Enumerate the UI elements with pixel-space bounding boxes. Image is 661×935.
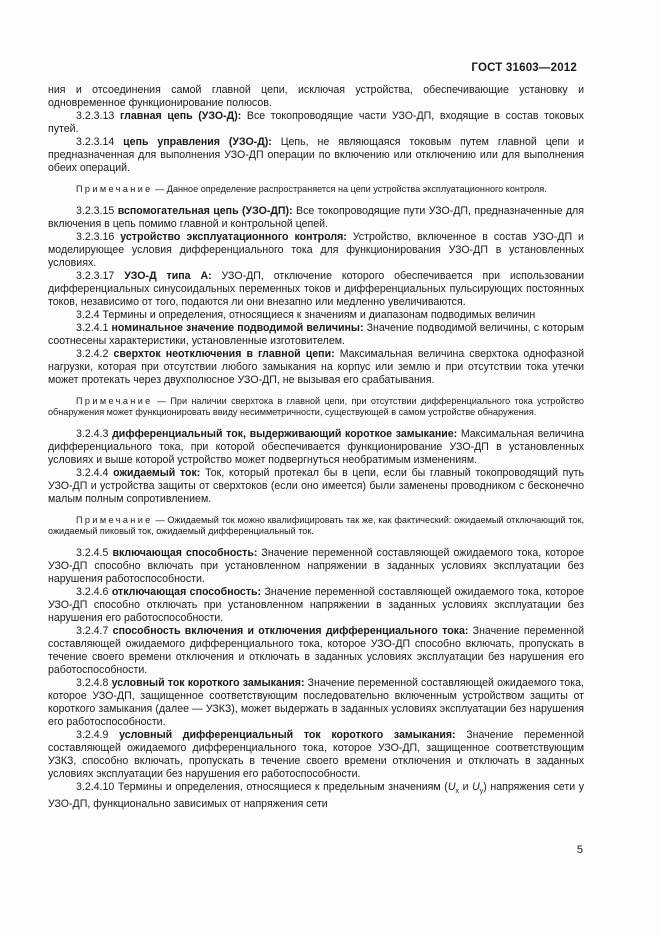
clause-number: 3.2.4.9: [76, 728, 109, 741]
term: цепь управления (УЗО-Д):: [123, 136, 272, 148]
clause-number: 3.2.3.17: [76, 269, 115, 282]
definition-3.2.3.14: [48, 136, 584, 175]
page-number: 5: [576, 844, 583, 856]
definition-3.2.4.3: [48, 428, 584, 467]
standard-header: ГОСТ 31603—2012: [471, 62, 577, 74]
definition-text: Значение переменной составляющей ожидаемого тока, которое УЗО-ДП способно включать при установленном напряжении в заданных условиях эксплуатации без нарушения работоспособности.: [48, 546, 584, 585]
uy-symbol: U: [472, 780, 480, 793]
term: условный ток короткого замыкания:: [111, 676, 305, 689]
document-body: [48, 84, 584, 811]
definition-text: Все токопроводящие части УЗО-ДП, входящие в состав токовых путей.: [48, 110, 584, 135]
definition-text: Значение переменной составляющей ожидаемого тока, которое УЗО-ДП способно отключать при установленном напряжении в заданных условиях эксплуатации без нарушения его работоспособности.: [48, 585, 584, 624]
definition-3.2.4.9: [48, 729, 584, 781]
term: устройство эксплуатационного контроля:: [120, 230, 347, 243]
term: включающая способность:: [112, 546, 258, 559]
definition-3.2.4.8: [48, 677, 584, 729]
note: [48, 515, 584, 538]
ux-symbol: U: [447, 780, 456, 793]
clause-number: 3.2.3.14: [76, 136, 115, 148]
term: способность включения и отключения дифференциального тока:: [112, 624, 469, 637]
term: главная цепь (УЗО-Д):: [119, 110, 242, 122]
clause-number: 3.2.4.2: [76, 347, 109, 360]
term: дифференциальный ток, выдерживающий короткое замыкание:: [112, 427, 458, 440]
term: номинальное значение подводимой величины:: [111, 321, 364, 334]
ux-subscript: x: [455, 787, 459, 795]
definition-3.2.3.16: [48, 231, 584, 270]
definition-3.2.3.17: [48, 270, 584, 309]
definition-3.2.3.15: [48, 205, 584, 231]
clause-number: 3.2.3.16: [76, 230, 115, 243]
definition-text: Цепь, не являющаяся токовым путем главной цепи и предназначенная для выполнения УЗО-ДП операции по включению или отключению или для выполнения обеих операций.: [48, 136, 584, 174]
definition-text: УЗО-ДП, отключение которого обеспечивается при использовании дифференциальных синусоидальных переменных токов и дифференциальных пульсирующих постоянных токов, независимо от того, подаются ли они внезапно или медленно увеличиваются.: [48, 269, 584, 308]
uy-subscript: y: [479, 787, 484, 795]
note-text: — Ожидаемый ток можно квалифицировать так же, как фактический: ожидаемый отключающий ток, ожидаемый пиковый ток, ожидаемый дифференциальный ток.: [48, 514, 585, 536]
note-label: Примечание: [76, 514, 153, 525]
definition-3.2.3.13: [48, 110, 584, 136]
definition-text: Ток, который протекал бы в цепи, если бы главный токопроводящий путь УЗО-ДП и устройства защиты от сверхтоков (если оно имеется) были заменены проводником с бесконечно малым полным сопротивлением.: [48, 466, 585, 505]
note-label: Примечание: [76, 395, 153, 406]
definition-text: Значение переменной составляющей ожидаемого тока, которое УЗО-ДП, защищенное соответствующим последовательно включенным устройством защиты от короткого замыкания (далее — УЗКЗ), может выдержать в заданных условиях эксплуатации без нарушения его работоспособности.: [48, 676, 584, 728]
note: [48, 396, 584, 419]
definition-text: Значение переменной составляющей ожидаемого дифференциального тока, которое УЗО-ДП способно включать, пропускать в течение своего времени отключения и отключать в заданных условиях эксплуатации без нарушения его работоспособности.: [48, 624, 585, 676]
definition-text: Значение переменной составляющей ожидаемого дифференциального тока, которое УЗО-ДП, защищенное соответствующим УЗКЗ, способно включать, пропускать в течение своего времени отключения и отключать в заданных условиях эксплуатации без нарушения его работоспособности.: [48, 728, 584, 780]
definition-3.2.4.1: [48, 322, 584, 348]
clause-number: 3.2.3.13: [76, 110, 115, 122]
definition-text: Все токопроводящие пути УЗО-ДП, предназначенные для включения в цепь помимо главной и контрольной цепей.: [48, 204, 584, 230]
term: ожидаемый ток:: [113, 466, 201, 479]
term: УЗО-Д типа А:: [124, 269, 212, 282]
note: [48, 184, 584, 196]
clause-number: 3.2.4.10: [76, 780, 115, 793]
definition-text: Значение подводимой величины, с которым соотнесены характеристики, установленные изготовителем.: [48, 321, 584, 347]
section-heading-3.2.4.10: 3.2.4.10 Термины и определения, относящиеся к предельным значениям ($U_x$ и $U_y$) напряжения сети у УЗО-ДП, функционально зависимых от напряжения сети: [48, 780, 585, 810]
section-text: Термины и определения, относящиеся к значениям и диапазонам подводимых величин: [102, 308, 536, 321]
definition-text: Устройство, включенное в состав УЗО-ДП и моделирующее условия дифференциального тока для функционирования УЗО-ДП в установленных условиях.: [48, 230, 584, 269]
definition-3.2.4.4: [48, 467, 584, 506]
clause-number: 3.2.4.8: [76, 676, 109, 689]
definition-3.2.4.2: [48, 348, 584, 387]
section-text: Термины и определения, относящиеся к предельным значениям (: [117, 780, 448, 793]
note-text: — Данное определение распространяется на цепи устройства эксплуатационного контроля.: [155, 184, 547, 194]
clause-number: 3.2.3.15: [76, 204, 115, 217]
term: сверхток неотключения в главной цепи:: [113, 347, 335, 360]
clause-number: 3.2.4.4: [76, 466, 109, 479]
clause-number: 3.2.4.7: [76, 624, 109, 637]
section-heading-3.2.4: [48, 309, 584, 322]
clause-number: 3.2.4.6: [76, 585, 109, 598]
definition-3.2.4.6: [48, 586, 584, 625]
clause-number: 3.2.4.3: [76, 427, 109, 440]
definition-3.2.4.7: [48, 625, 584, 677]
term: условный дифференциальный ток короткого замыкания:: [119, 728, 456, 741]
definition-3.2.4.5: [48, 547, 584, 586]
paragraph: ния и отсоединения самой главной цепи, исключая устройства, обеспечивающие установку и одновременное функционирование полюсов.: [48, 84, 584, 109]
note-text: — При наличии сверхтока в главной цепи, при отсутствии дифференциального тока устройство обнаружения может функционировать ввиду несимметричности, существующей в самом устройстве обнаружения.: [48, 395, 584, 417]
clause-number: 3.2.4: [76, 308, 100, 321]
term: вспомогательная цепь (УЗО-ДП):: [117, 204, 293, 217]
term: отключающая способность:: [111, 585, 262, 598]
note-label: Примечание: [76, 184, 153, 194]
clause-number: 3.2.4.1: [76, 321, 109, 334]
clause-number: 3.2.4.5: [76, 546, 109, 559]
definition-text: Максимальная величина дифференциального тока, при которой обеспечивается функционирование УЗО-ДП в установленных условиях и выше которой устройство может подвергнуться необратимым изменениям.: [48, 427, 584, 466]
definition-text: Максимальная величина сверхтока однофазной нагрузки, которая при отсутствии любого замыкания на корпус или землю и при отсутствии тока утечки может протекать через двухполюсное УЗО-ДП, не вызывая его срабатывания.: [48, 347, 584, 386]
